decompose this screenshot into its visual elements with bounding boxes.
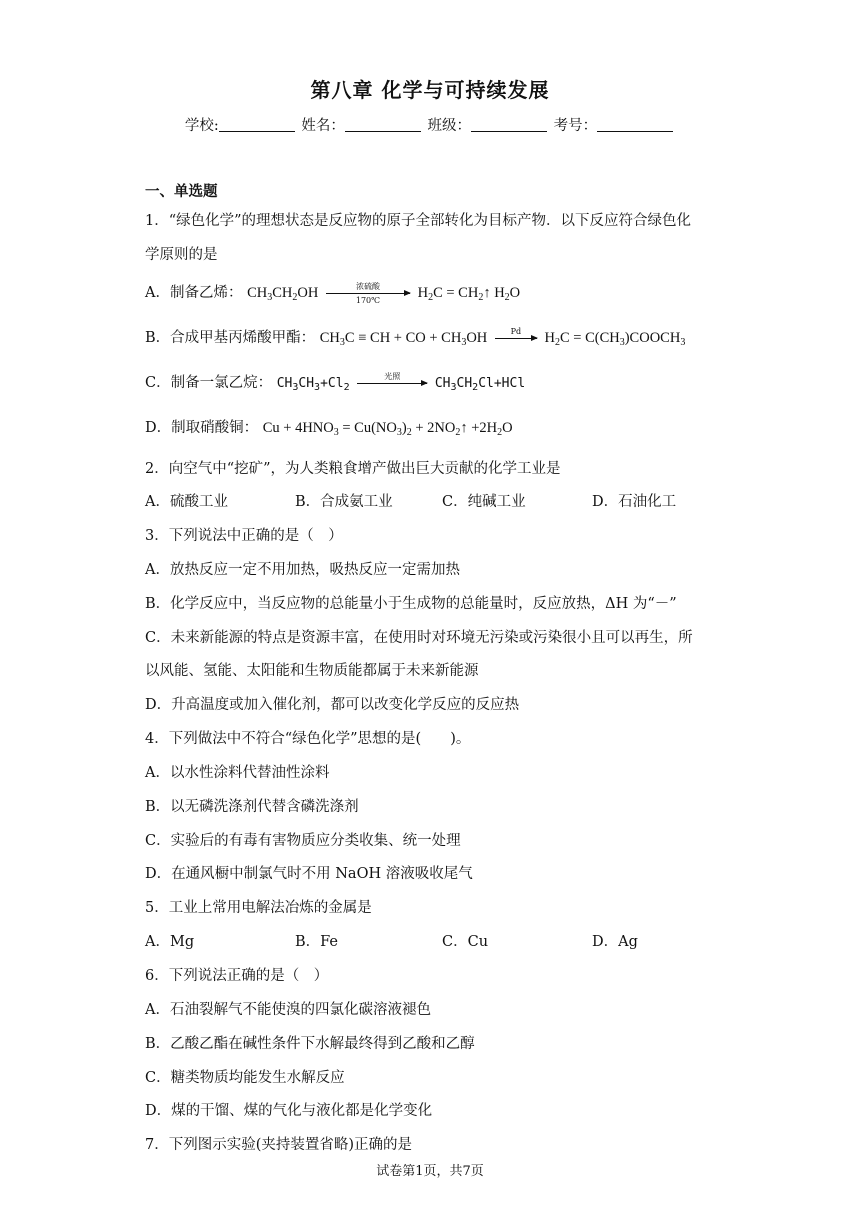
q6-stem: 6．下列说法正确的是（ ）: [145, 968, 329, 984]
q1-option-b-arrow: [495, 326, 537, 339]
q1-stem-line2: 学原则的是: [145, 247, 218, 263]
q1-option-c-condition: 光照: [384, 371, 401, 381]
q1-option-b-label: B．合成甲基丙烯酸甲酯：: [145, 330, 316, 346]
q1-option-d: [145, 416, 513, 437]
class-blank[interactable]: [471, 117, 547, 132]
q1-option-a-reactant: $CH_3CH_2OH$: [247, 285, 319, 303]
q1-option-a-temperature: 170℃: [355, 295, 381, 305]
q1-option-c-arrow: [357, 371, 427, 384]
q5-option-a: A．Mg: [145, 934, 195, 950]
q1-option-b-product: $H_2C$ = $C(CH_3)COOCH_3$: [544, 330, 686, 348]
q1-option-b: [145, 326, 685, 347]
q1-option-b-reactants: $CH_3C$ ≡ CH + CO + $CH_3OH$: [319, 330, 488, 348]
q1-option-a-product: $H_2C$ = $CH_2↑$ $H_2O$: [417, 285, 521, 303]
q4-option-d: D．在通风橱中制氯气时不用 NaOH 溶液吸收尾气: [145, 866, 473, 882]
q5-option-c: C．Cu: [442, 934, 489, 950]
q5-option-d: D．Ag: [592, 934, 638, 950]
q4-option-b: B．以无磷洗涤剂代替含磷洗涤剂: [145, 799, 359, 815]
q2-option-d: D．石油化工: [592, 494, 677, 510]
class-label: 班级：: [427, 118, 471, 134]
section-heading: 一、单选题: [145, 184, 218, 200]
q6-option-d: D．煤的干馏、煤的气化与液化都是化学变化: [145, 1103, 433, 1119]
q3-option-b: B．化学反应中，当反应物的总能量小于生成物的总能量时，反应放热，ΔH 为“－”: [145, 596, 677, 612]
q6-option-a: A．石油裂解气不能使溴的四氯化碳溶液褪色: [145, 1002, 431, 1018]
q4-stem: 4．下列做法中不符合“绿色化学”思想的是( )。: [145, 731, 471, 747]
school-label: 学校:: [184, 118, 219, 134]
q1-option-c-products: $CH_3CH_2Cl+HCl$: [434, 376, 526, 393]
q1-option-a-condition: 浓硫酸: [355, 281, 380, 291]
q1-option-d-equation: $Cu + 4HNO_3 = Cu(NO_3)_2$ + $2NO_2↑ +2H_2O$: [262, 420, 513, 438]
q6-option-b: B．乙酸乙酯在碱性条件下水解最终得到乙酸和乙醇: [145, 1036, 475, 1052]
q5-stem: 5．工业上常用电解法冶炼的金属是: [145, 900, 372, 916]
page-footer: 试卷第1页，共7页: [376, 1164, 484, 1179]
q7-stem: 7．下列图示实验(夹持装置省略)正确的是: [145, 1137, 413, 1153]
q1-option-d-label: D．制取硝酸铜：: [145, 420, 259, 436]
q2-option-b: B．合成氨工业: [295, 494, 393, 510]
q1-stem-line1: 1．“绿色化学”的理想状态是反应物的原子全部转化为目标产物．以下反应符合绿色化: [145, 213, 692, 229]
q3-option-c-line1: C．未来新能源的特点是资源丰富，在使用时对环境无污染或污染很小且可以再生，所: [145, 630, 693, 646]
q3-option-c-line2: 以风能、氢能、太阳能和生物质能都属于未来新能源: [145, 663, 479, 679]
name-blank[interactable]: [345, 117, 421, 132]
number-label: 考号：: [553, 118, 598, 134]
q6-option-c: C．糖类物质均能发生水解反应: [145, 1070, 345, 1086]
name-label: 姓名：: [301, 118, 345, 134]
q2-option-c: C．纯碱工业: [442, 494, 526, 510]
q1-option-c: [145, 371, 525, 392]
q4-option-c: C．实验后的有毒有害物质应分类收集、统一处理: [145, 833, 461, 849]
q3-stem: 3．下列说法中正确的是（ ）: [145, 528, 343, 544]
number-blank[interactable]: [597, 117, 673, 132]
q1-option-b-condition: Pd: [510, 326, 522, 336]
q3-option-a: A．放热反应一定不用加热，吸热反应一定需加热: [145, 562, 460, 578]
q1-option-c-reactants: $CH_3CH_3+Cl_2$: [276, 376, 350, 393]
q2-stem: 2．向空气中“挖矿”，为人类粮食增产做出巨大贡献的化学工业是: [145, 461, 561, 477]
q2-option-a: A．硫酸工业: [145, 494, 228, 510]
page-title: 第八章 化学与可持续发展: [310, 78, 550, 102]
q1-option-a-label: A．制备乙烯：: [145, 285, 243, 301]
q5-option-b: B．Fe: [295, 934, 339, 950]
q4-option-a: A．以水性涂料代替油性涂料: [145, 765, 330, 781]
q5-options: [145, 930, 745, 952]
q1-option-c-label: C．制备一氯乙烷：: [145, 375, 273, 391]
q1-option-a: [145, 281, 521, 305]
q3-option-d: D．升高温度或加入催化剂，都可以改变化学反应的反应热: [145, 697, 520, 713]
student-info-line: [0, 114, 860, 135]
school-blank[interactable]: [219, 117, 295, 132]
q2-options: [145, 490, 745, 512]
q1-option-a-arrow: [326, 281, 410, 305]
